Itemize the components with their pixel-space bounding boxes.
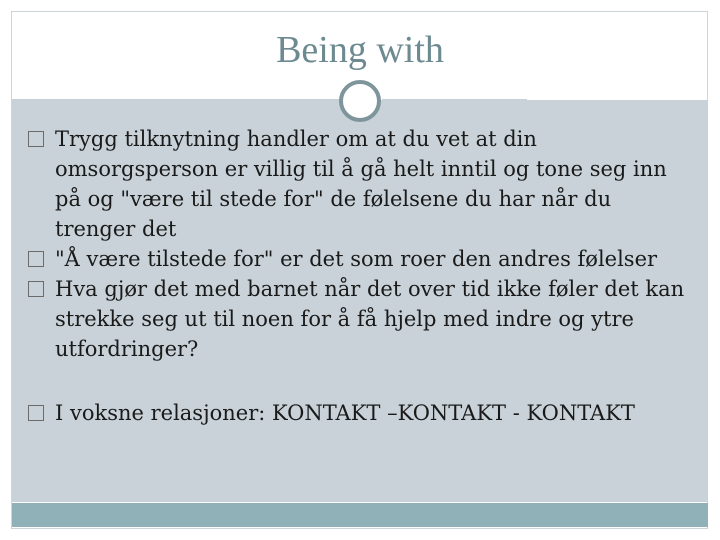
divider-line-right [382,99,527,100]
slide-title: Being with [276,29,444,71]
bullet-item [28,244,698,274]
checkbox-square-icon [28,131,44,147]
divider-line-left [12,99,342,100]
bullet-text: Trygg tilknytning handler om at du vet at din omsorgsperson er villig til å gå helt inntil og tone seg inn på og "være til stede for" de følelsene du har når du trenger det [55,127,667,241]
checkbox-square-icon [28,251,44,267]
circle-ornament-icon [339,80,381,122]
bullet-text: I voksne relasjoner: KONTAKT –KONTAKT - KONTAKT [55,401,635,425]
bullet-item [28,398,698,428]
bullet-list [28,124,698,428]
checkbox-square-icon [28,281,44,297]
bullet-text: Hva gjør det med barnet når det over tid ikke føler det kan strekke seg ut til noen for å få hjelp med indre og ytre utfordringer? [55,277,685,361]
checkbox-square-icon [28,405,44,421]
bullet-text: "Å være tilstede for" er det som roer den andres følelser [55,247,658,271]
footer-bar [12,503,708,527]
bullet-item [28,124,698,244]
bullet-item [28,274,698,364]
